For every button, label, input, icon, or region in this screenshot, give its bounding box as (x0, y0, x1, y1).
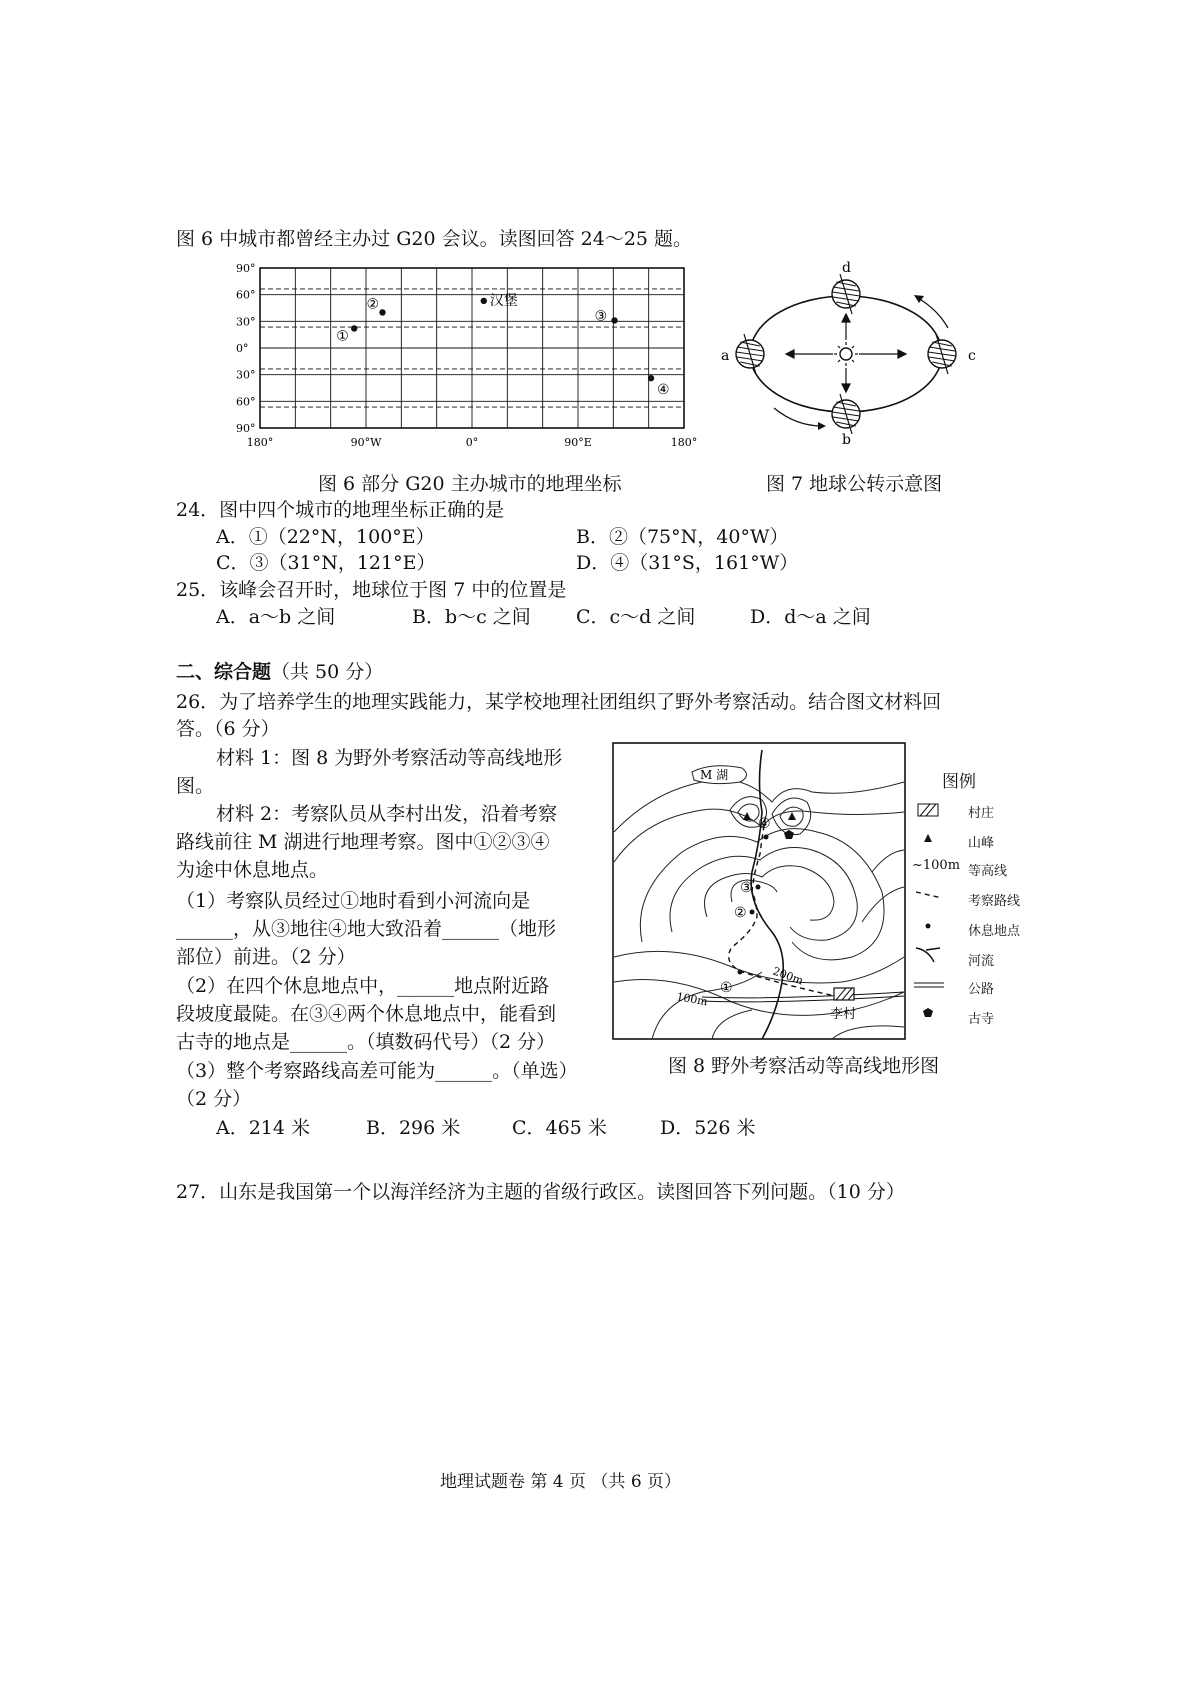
subquestion-line: （3）整个考察路线高差可能为______。（单选） (176, 1060, 578, 1082)
city-marker-label: 汉堡 (489, 292, 518, 309)
figure-7-caption: 图 7 地球公转示意图 (766, 473, 943, 495)
subquestion-line: ______，从③地往④地大致沿着______（地形 (176, 918, 557, 940)
q24-option-b: B．②（75°N，40°W） (576, 526, 789, 548)
legend-stop-icon (926, 924, 931, 929)
legend-village: 村庄 (968, 806, 995, 821)
lat-tick-label: 30° (236, 315, 256, 329)
figure-8-contour-map (612, 742, 908, 1042)
section-2-title: 二、综合题 (176, 661, 272, 683)
material-line: 路线前往 M 湖进行地理考察。图中①②③④ (176, 831, 550, 853)
city-marker (351, 325, 357, 331)
material-line: 图。 (176, 775, 215, 797)
q25-option-d: D．d～a 之间 (750, 606, 871, 628)
contour-100-label: 100m (675, 990, 709, 1009)
figure-8-caption: 图 8 野外考察活动等高线地形图 (668, 1055, 940, 1077)
city-marker (648, 375, 654, 381)
figure-6-caption: 图 6 部分 G20 主办城市的地理坐标 (318, 473, 622, 495)
earth-icon (832, 274, 860, 314)
stop-4-label: ④ (758, 816, 771, 832)
legend-peak-icon (924, 834, 932, 842)
subquestion-line: （1）考察队员经过①地时看到小河流向是 (176, 890, 531, 912)
contour-200-label: 200m (770, 964, 805, 988)
city-marker-label: ② (366, 296, 380, 313)
subquestion-line: 段坡度最陡。在③④两个休息地点中，能看到 (176, 1003, 557, 1025)
position-c-label: c (968, 348, 976, 364)
city-marker (379, 309, 385, 315)
question-27-stem: 27．山东是我国第一个以海洋经济为主题的省级行政区。读图回答下列问题。（10 分） (176, 1181, 905, 1203)
li-village-label: 李村 (830, 1007, 857, 1022)
q24-option-a: A．①（22°N，100°E） (216, 526, 435, 548)
city-marker (481, 298, 487, 304)
page-footer: 地理试题卷 第 4 页 （共 6 页） (440, 1472, 682, 1492)
lat-tick-label: 60° (236, 395, 256, 409)
legend-road: 公路 (968, 982, 995, 997)
lat-tick-label: 90° (236, 262, 256, 275)
lat-tick-label: 0° (236, 342, 249, 355)
material-line: 材料 2：考察队员从李村出发，沿着考察 (216, 803, 558, 825)
legend-village-icon (918, 804, 938, 816)
stop-1-label: ① (720, 980, 733, 996)
position-d-label: d (842, 260, 851, 276)
subquestion-line: （2）在四个休息地点中，______地点附近路 (176, 975, 550, 997)
material-line: 为途中休息地点。 (176, 859, 329, 881)
q24-option-c: C．③（31°N，121°E） (216, 552, 436, 574)
legend-route-icon (916, 892, 942, 898)
subquestion-line: 古寺的地点是______。（填数码代号）（2 分） (176, 1031, 556, 1053)
lon-tick-label: 90°E (564, 436, 592, 449)
position-b-label: b (842, 432, 851, 446)
city-marker-label: ③ (594, 308, 608, 325)
q25-option-b: B．b～c 之间 (412, 606, 531, 628)
legend-temple: 古寺 (968, 1012, 995, 1027)
q26-option-d: D．526 米 (660, 1117, 756, 1139)
q26-option-b: B．296 米 (366, 1117, 461, 1139)
lat-tick-label: 60° (236, 288, 256, 302)
q26-option-c: C．465 米 (512, 1117, 607, 1139)
legend-contour-prefix: ~100m (912, 858, 961, 873)
material-line: 材料 1：图 8 为野外考察活动等高线地形 (216, 747, 563, 769)
legend-road-icon (914, 983, 944, 987)
m-lake-label: M 湖 (700, 768, 729, 782)
stop-3-label: ③ (740, 880, 753, 896)
question-26-stem-line2: 答。（6 分） (176, 718, 280, 740)
subquestion-line: （2 分） (176, 1088, 252, 1110)
legend-title: 图例 (942, 772, 976, 792)
lon-tick-label: 180° (670, 436, 698, 449)
lat-tick-label: 30° (236, 368, 256, 382)
lon-tick-label: 180° (246, 436, 274, 449)
q26-option-a: A．214 米 (216, 1117, 311, 1139)
city-marker-label: ① (336, 328, 349, 345)
legend-river: 河流 (968, 954, 995, 969)
q25-option-c: C．c～d 之间 (576, 606, 696, 628)
stop-2-label: ② (734, 905, 747, 921)
city-marker-label: ④ (657, 382, 670, 399)
position-a-label: a (721, 348, 730, 364)
city-marker (611, 317, 617, 323)
question-24-stem: 24．图中四个城市的地理坐标正确的是 (176, 499, 505, 521)
earth-icon (736, 334, 764, 374)
question-26-stem-line1: 26．为了培养学生的地理实践能力，某学校地理社团组织了野外考察活动。结合图文材料回 (176, 691, 942, 713)
intro-text: 图 6 中城市都曾经主办过 G20 会议。读图回答 24～25 题。 (176, 228, 693, 250)
village-icon (834, 988, 854, 1000)
figure-8-legend (912, 742, 1044, 1042)
subquestion-line: 部位）前进。（2 分） (176, 946, 356, 968)
legend-stop: 休息地点 (968, 924, 1021, 939)
question-25-stem: 25．该峰会召开时，地球位于图 7 中的位置是 (176, 579, 567, 601)
figure-6-grid (236, 262, 706, 452)
section-2-points: （共 50 分） (271, 661, 384, 683)
lon-tick-label: 0° (465, 436, 479, 449)
legend-route: 考察路线 (968, 894, 1021, 909)
figure-7-orbit (716, 258, 986, 446)
legend-contour: 等高线 (968, 864, 1008, 879)
lat-tick-label: 90° (236, 422, 256, 435)
legend-river-icon (916, 948, 940, 962)
legend-peak: 山峰 (968, 836, 995, 851)
earth-icon (928, 334, 956, 374)
q24-option-d: D．④（31°S，161°W） (576, 552, 799, 574)
lon-tick-label: 90°W (350, 436, 382, 449)
q25-option-a: A．a～b 之间 (216, 606, 336, 628)
earth-icon (832, 394, 860, 434)
legend-temple-icon (923, 1008, 933, 1017)
sun-icon (834, 342, 858, 366)
section-2-heading (176, 660, 383, 684)
